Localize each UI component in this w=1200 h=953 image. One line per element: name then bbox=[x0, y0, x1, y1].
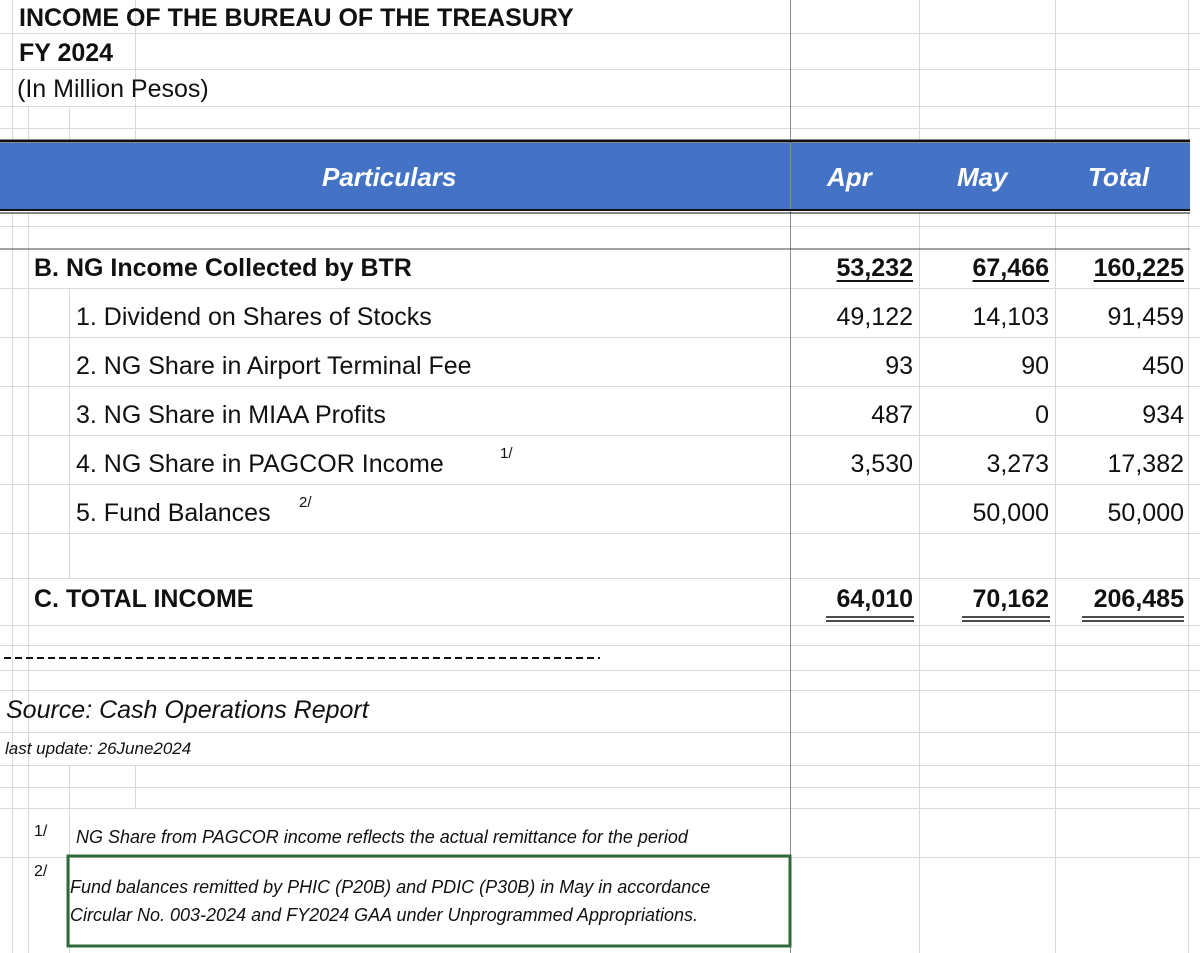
section-c-total: 206,485 bbox=[1093, 585, 1184, 613]
footnote-2-cell[interactable] bbox=[70, 873, 788, 933]
row-dividend-total: 91,459 bbox=[1107, 303, 1184, 331]
row-miaa-total: 934 bbox=[1142, 401, 1184, 429]
row-dividend-apr: 49,122 bbox=[836, 303, 913, 331]
row-airport-fee-label: 2. NG Share in Airport Terminal Fee bbox=[76, 352, 472, 380]
footnote-2-line1: Fund balances remitted by PHIC (P20B) and PDIC (P30B) in May in accordance bbox=[70, 877, 711, 897]
row-pagcor-label: 4. NG Share in PAGCOR Income bbox=[76, 450, 444, 478]
row-dividend-label: 1. Dividend on Shares of Stocks bbox=[76, 303, 432, 331]
row-dividend-may: 14,103 bbox=[972, 303, 1049, 331]
header-particulars: Particulars bbox=[322, 162, 457, 192]
row-airport-fee-apr: 93 bbox=[885, 352, 913, 380]
row-miaa-may: 0 bbox=[1035, 401, 1049, 429]
section-b-label: B. NG Income Collected by BTR bbox=[34, 254, 412, 282]
footnote-1-mark: 1/ bbox=[34, 823, 48, 840]
fiscal-year: FY 2024 bbox=[19, 39, 114, 67]
section-b-may: 67,466 bbox=[972, 254, 1049, 282]
section-b-apr: 53,232 bbox=[836, 254, 913, 282]
row-airport-fee-total: 450 bbox=[1142, 352, 1184, 380]
row-pagcor-apr: 3,530 bbox=[850, 450, 913, 478]
header-total: Total bbox=[1088, 162, 1150, 192]
table-header-band bbox=[0, 143, 1190, 210]
footnote-2-line2: Circular No. 003-2024 and FY2024 GAA under Unprogrammed Appropriations. bbox=[70, 905, 699, 925]
header-may: May bbox=[957, 162, 1008, 192]
section-c-label: C. TOTAL INCOME bbox=[34, 585, 254, 613]
section-b-total: 160,225 bbox=[1093, 254, 1184, 282]
source-note: Source: Cash Operations Report bbox=[6, 696, 369, 724]
section-c-apr: 64,010 bbox=[836, 585, 913, 613]
row-fund-balances-total: 50,000 bbox=[1107, 499, 1184, 527]
row-fund-balances-label: 5. Fund Balances bbox=[76, 499, 271, 527]
report-title: INCOME OF THE BUREAU OF THE TREASURY bbox=[19, 4, 574, 32]
last-update: last update: 26June2024 bbox=[5, 739, 192, 758]
row-miaa-label: 3. NG Share in MIAA Profits bbox=[76, 401, 386, 429]
row-pagcor-note: 1/ bbox=[500, 445, 513, 462]
header-apr: Apr bbox=[827, 162, 872, 192]
unit-note: (In Million Pesos) bbox=[17, 75, 209, 103]
row-fund-balances-note: 2/ bbox=[299, 494, 312, 511]
row-pagcor-total: 17,382 bbox=[1107, 450, 1184, 478]
row-fund-balances-may: 50,000 bbox=[972, 499, 1049, 527]
footnote-2-mark: 2/ bbox=[34, 863, 48, 880]
row-airport-fee-may: 90 bbox=[1021, 352, 1049, 380]
row-pagcor-may: 3,273 bbox=[986, 450, 1049, 478]
section-c-may: 70,162 bbox=[972, 585, 1049, 613]
row-miaa-apr: 487 bbox=[871, 401, 913, 429]
footnote-1-text: NG Share from PAGCOR income reflects the actual remittance for the period bbox=[76, 827, 688, 847]
